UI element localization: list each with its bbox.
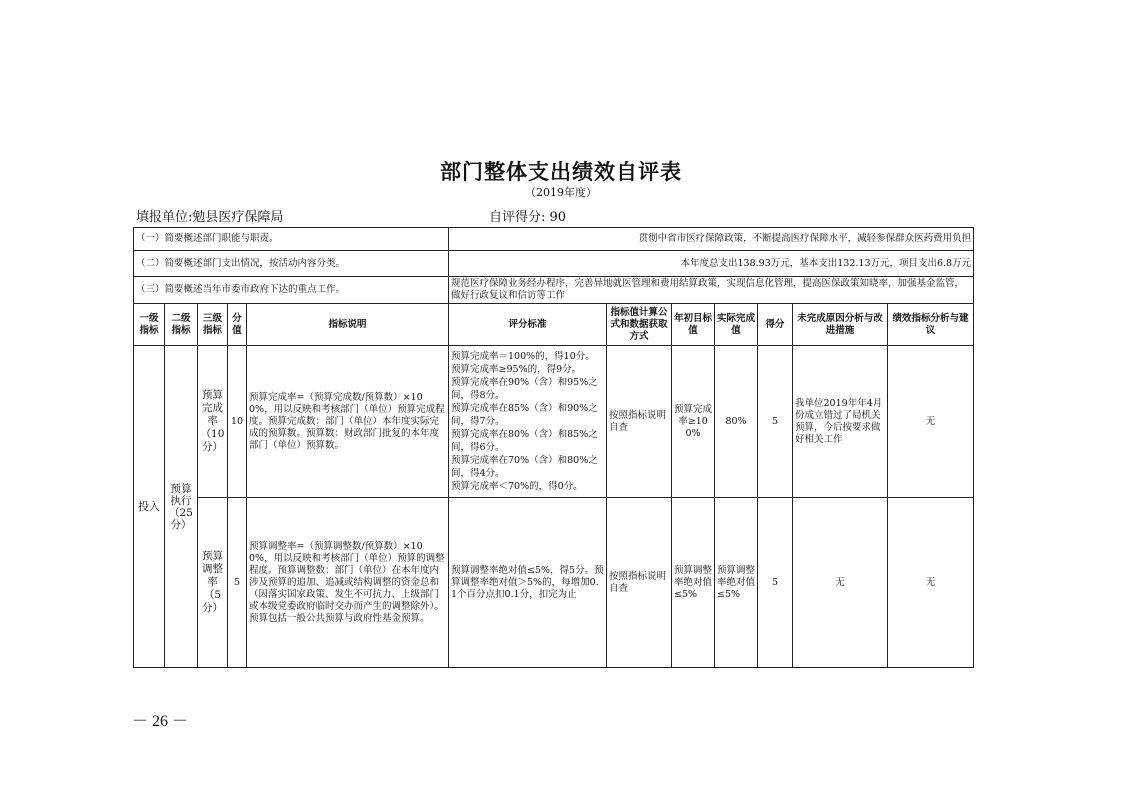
reason-cell: 无 [793,498,888,668]
criteria-item: 预算完成率在70%（含）和80%之间，得4分。 [451,455,598,479]
summary-label: （一）简要概述部门职能与职责。 [134,228,449,251]
summary-row-functions [134,228,974,251]
col-method: 指标值计算公式和数据获取方式 [607,304,672,346]
weight-cell: 10 [228,346,247,498]
summary-value: 贯彻中省市医疗保障政策，不断提高医疗保障水平，减轻参保群众医药费用负担 [449,228,974,251]
method-cell: 按照指标说明自查 [607,498,672,668]
reporting-unit: 填报单位:勉县医疗保障局 [136,210,284,225]
weight-cell: 5 [228,498,247,668]
level2-cell: 预算执行（25分） [165,346,198,668]
table-row [134,498,974,668]
report-year: （2019年度） [525,186,597,199]
col-level1: 一级指标 [134,304,165,346]
criteria-cell: 预算调整率绝对值≤5%，得5分。预算调整率绝对值＞5%的，每增加0.1个百分点扣0.1分，扣完为止 [449,498,607,668]
desc-cell: 预算调整率=（预算调整数/预算数）×100%，用以反映和考核部门（单位）预算的调整程度。预算调整数：部门（单位）在本年度内涉及预算的追加、追减或结构调整的资金总和（因落实国家政策、发生不可抗力、上级部门或本级党委政府临时交办而产生的调整除外）。预算包括一般公共预算与政府性基金预算。 [247,498,449,668]
col-criteria: 评分标准 [449,304,607,346]
actual-cell: 预算调整率绝对值≤5% [715,498,758,668]
summary-label: （二）简要概述部门支出情况，按活动内容分类。 [134,251,449,277]
col-reason: 未完成原因分析与改进措施 [793,304,888,346]
desc-cell: 预算完成率=（预算完成数/预算数）×100%，用以反映和考核部门（单位）预算完成程度。预算完成数：部门（单位）本年度实际完成的预算数。预算数：财政部门批复的本年度部门（单位）预算数。 [247,346,449,498]
col-suggest: 绩效指标分析与建议 [888,304,974,346]
score-cell: 5 [758,498,793,668]
score-cell: 5 [758,346,793,498]
criteria-item: 预算完成率在90%（含）和95%之间，得8分。 [451,377,598,401]
table-row [134,346,974,498]
page-number: － 26 － [132,713,189,730]
col-desc: 指标说明 [247,304,449,346]
level3-cell: 预算完成率（10分） [198,346,228,498]
level1-cell: 投入 [134,346,165,668]
criteria-item: 预算完成率＝100%的，得10分。 [451,351,595,362]
criteria-item: 预算完成率≥95%的，得9分。 [451,364,582,375]
col-weight: 分值 [228,304,247,346]
summary-row-spending [134,251,974,277]
performance-table [133,227,974,668]
level3-cell: 预算调整率（5分） [198,498,228,668]
summary-value: 规范医疗保障业务经办程序，完善异地就医管理和费用结算政策，实现信息化管理，提高医保政策知晓率，加强基金监管，做好行政复议和信访等工作 [449,277,974,304]
target-cell: 预算调整率绝对值≤5% [672,498,715,668]
criteria-item: 预算完成率在85%（含）和90%之间，得7分。 [451,403,598,427]
criteria-item: 预算完成率＜70%的，得0分。 [451,481,583,492]
summary-row-key-work [134,277,974,304]
col-level3: 三级指标 [198,304,228,346]
method-cell: 按照指标说明自查 [607,346,672,498]
column-header-row [134,304,974,346]
summary-value: 本年度总支出138.93万元，基本支出132.13万元，项目支出6.8万元 [449,251,974,277]
criteria-cell [449,346,607,498]
col-level2: 二级指标 [165,304,198,346]
reason-cell: 我单位2019年年4月份成立错过了局机关预算，今后按要求做好相关工作 [793,346,888,498]
col-target: 年初目标值 [672,304,715,346]
actual-cell: 80% [715,346,758,498]
summary-label: （三）简要概述当年市委市政府下达的重点工作。 [134,277,449,304]
suggest-cell: 无 [888,346,974,498]
suggest-cell: 无 [888,498,974,668]
target-cell: 预算完成率≥100% [672,346,715,498]
criteria-item: 预算完成率在80%（含）和85%之间，得6分。 [451,429,598,453]
page-title: 部门整体支出绩效自评表 [440,160,682,184]
col-score: 得分 [758,304,793,346]
self-score: 自评得分: 90 [489,210,567,225]
col-actual: 实际完成值 [715,304,758,346]
